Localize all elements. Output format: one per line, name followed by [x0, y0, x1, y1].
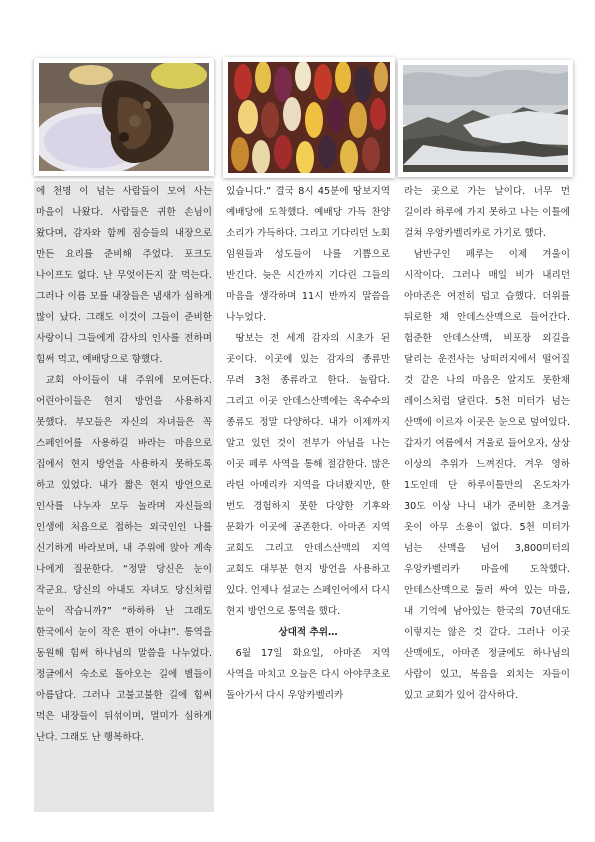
paragraph: 남반구인 페루는 이제 겨울이 시작이다. 그러나 매일 비가 내리던 아마존은 여전히 덥고 습했다. 더위를 뒤로한 채 안데스산맥으로 들어간다. 험준한 안데스산맥, 비포장 외길을 달리는 운전사는 낭떠러지에서 떨어질 것 같은 나의 마음은 알지도 못한채 레이스처럼 달린다. 5천 미터가 넘는 산맥에 이르자 이곳은 눈으로 덮여있다. 갑자기 여름에서 겨울로 들어오자, 상상 이상의 추위가 느껴진다. 겨우 영하 1도인데 단 하루이틀만의 온도차가 30도 이상 나니 내가 준비한 초겨울 옷이 아무 소용이 없다. 5천 미터가 넘는 산맥을 넘어 3,800미터의 우앙카벨리카 마을에 도착했다. 안데스산맥으로 둘러 싸여 있는 마을, 내 기억에 남아있는 한국의 70년대도 이렇지는 않은 것 같다. 그러나 이곳 산맥에도, 아마존 정글에도 하나님의 사람이 있고, 복음을 외치는 자들이 있고 교회가 있어 감사하다.	[404, 249, 570, 701]
corn-image	[228, 62, 390, 173]
paragraph: 에 천명 이 넘는 사람들이 모여 사는 마을이 나왔다. 사람들은 귀한 손님이 왔다며, 감자와 함께 짐승들의 내장으로 만든 요리를 준비해 주었다. 포크도 나이프도 없다. 난 무엇이든지 잘 먹는다. 그러나 이름 모를 내장들은 냄새가 심하게 많이 났다. 그래도 이것이 그들이 준비한 사랑이니 그들에게 감사의 인사를 전하며 힘써 먹고, 예배당으로 향했다.	[36, 186, 212, 365]
photo-snowy-andes	[398, 60, 573, 177]
paragraph: 라는 곳으로 가는 날이다. 너무 먼 길이라 하루에 가지 못하고 나는 이틀에 걸쳐 우앙카벨리카로 가기로 했다.	[404, 186, 570, 239]
article-column-1	[34, 181, 214, 812]
mountain-image	[403, 65, 568, 172]
paragraph: 교회 아이들이 내 주위에 모여든다. 어린아이들은 현지 방언을 사용하지 못했다. 부모들은 자신의 자녀들은 꼭 스페인어를 사용하길 바라는 마음으로 집에서 현지 방언을 사용하지 못하도록 하고 있었다. 내가 짧은 현지 방언으로 인사를 나누자 모두 놀라며 자신들의 인생에 처음으로 접하는 외국인인 나를 신기하게 바라보며, 내 주위에 앉아 계속 나에게 질문한다. “정말 당신은 눈이 작군요. 당신의 아내도 자녀도 당신처럼 눈이 작습니까?” “하하하 난 그래도 한국에서 눈이 작은 편이 아냐!”. 통역을 동원해 힘써 하나님의 말씀을 나누었다. 정글에서 숙소로 돌아오는 길에 별들이 아름답다. 그러나 고불고불한 길에 힘써 먹은 내장들이 뒤섞이며, 멀미가 심하게 난다. 그래도 난 행복하다.	[36, 375, 212, 743]
food-plate-image	[39, 63, 209, 171]
paragraph: 6월 17일 화요일, 아마존 지역 사역을 마치고 오늘은 다시 아야쿠초로 돌아가서 다시 우앙카벨리카	[226, 648, 390, 701]
section-heading: 상대적 추위…	[278, 627, 338, 638]
photo-food-plate	[34, 58, 214, 176]
article-column-2	[226, 181, 390, 706]
paragraph: 있습니다.” 결국 8시 45분에 땅보지역 예배당에 도착했다. 예배당 가득 찬양 소리가 가득하다. 그리고 기다리던 노회 임원들과 성도들이 나를 기쁨으로 반긴다. 늦은 시간까지 기다린 그들의 마음을 생각하며 11시 반까지 말씀을 나누었다.	[226, 186, 390, 323]
paragraph: 땅보는 전 세계 감자의 시초가 된 곳이다. 이곳에 있는 감자의 종류만 무려 3천 종류라고 한다. 놀랍다. 그리고 이곳 안데스산맥에는 옥수수의 종류도 정말 다양하다. 내가 이제까지 알고 있던 것이 전부가 아님을 나는 이곳 페루 사역을 통해 절감한다. 많은 라틴 아메리카 지역을 다녀봤지만, 한 번도 경험하지 못한 다양한 기후와 문화가 이곳에 공존한다. 아마존 지역 교회도 그리고 안데스산맥의 지역 교회도 대부분 현지 방언을 사용하고 있다. 언제나 설교는 스페인어에서 다시 현지 방언으로 통역을 했다.	[226, 333, 390, 617]
article-column-3	[404, 181, 570, 706]
photo-andean-corn	[223, 57, 395, 178]
